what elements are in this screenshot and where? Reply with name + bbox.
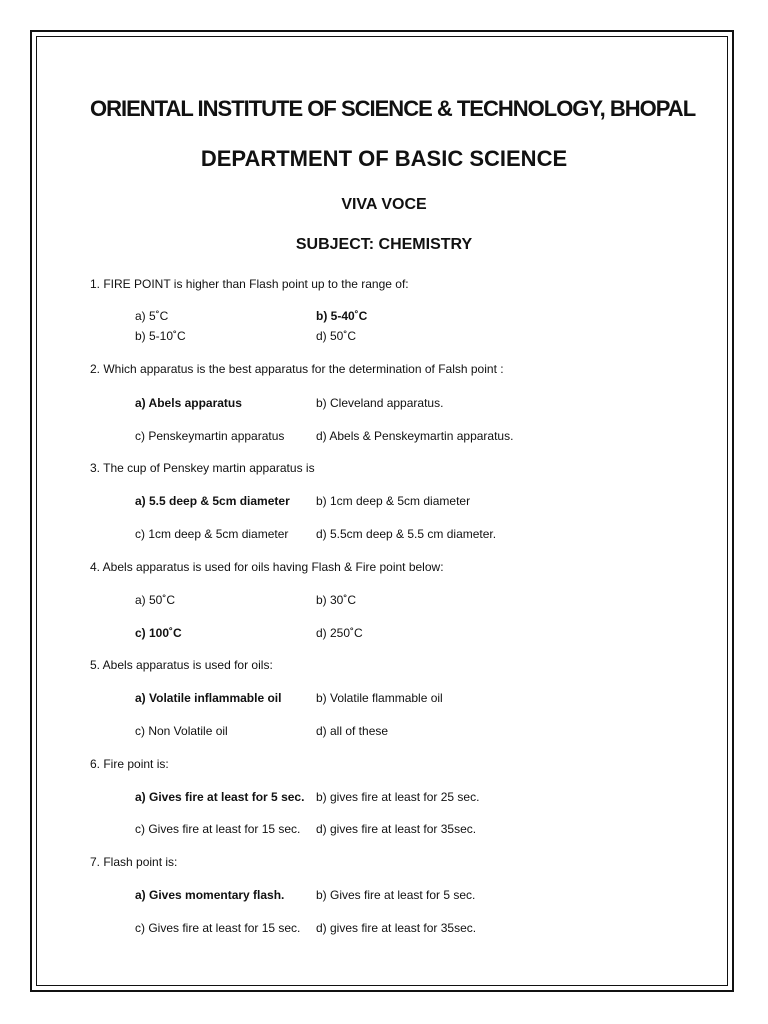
q7-option-b: b) Gives fire at least for 5 sec. bbox=[316, 888, 476, 902]
q2-option-d: d) Abels & Penskeymartin apparatus. bbox=[316, 429, 514, 443]
q6-option-a: a) Gives fire at least for 5 sec. bbox=[135, 790, 305, 804]
q6-option-b: b) gives fire at least for 25 sec. bbox=[316, 790, 480, 804]
q5-option-c: c) Non Volatile oil bbox=[135, 724, 228, 738]
q7-option-c: c) Gives fire at least for 15 sec. bbox=[135, 921, 301, 935]
q1-option-c: b) 5-10˚C bbox=[135, 329, 186, 343]
q5-option-b: b) Volatile flammable oil bbox=[316, 691, 443, 705]
q2-option-c: c) Penskeymartin apparatus bbox=[135, 429, 285, 443]
q7-option-a: a) Gives momentary flash. bbox=[135, 888, 285, 902]
question-2: 2. Which apparatus is the best apparatus for the determination of Falsh point : bbox=[90, 362, 504, 376]
q5-option-a: a) Volatile inflammable oil bbox=[135, 691, 282, 705]
q7-option-d: d) gives fire at least for 35sec. bbox=[316, 921, 477, 935]
q4-option-c: c) 100˚C bbox=[135, 626, 182, 640]
q3-option-d: d) 5.5cm deep & 5.5 cm diameter. bbox=[316, 527, 497, 541]
question-7: 7. Flash point is: bbox=[90, 855, 178, 869]
q3-option-c: c) 1cm deep & 5cm diameter bbox=[135, 527, 289, 541]
question-4: 4. Abels apparatus is used for oils having Flash & Fire point below: bbox=[90, 560, 444, 574]
q1-option-b: b) 5-40˚C bbox=[316, 309, 368, 323]
q2-option-a: a) Abels apparatus bbox=[135, 396, 242, 410]
institute-title: ORIENTAL INSTITUTE OF SCIENCE & TECHNOLOGY, BHOPAL bbox=[90, 96, 696, 121]
q4-option-d: d) 250˚C bbox=[316, 626, 363, 640]
q1-option-d: d) 50˚C bbox=[316, 329, 357, 343]
q4-option-b: b) 30˚C bbox=[316, 593, 357, 607]
exam-title: VIVA VOCE bbox=[341, 196, 427, 213]
q5-option-d: d) all of these bbox=[316, 724, 389, 738]
q6-option-d: d) gives fire at least for 35sec. bbox=[316, 822, 477, 836]
page-border-inner bbox=[36, 36, 728, 986]
q4-option-a: a) 50˚C bbox=[135, 593, 176, 607]
question-5: 5. Abels apparatus is used for oils: bbox=[90, 658, 273, 672]
question-6: 6. Fire point is: bbox=[90, 757, 169, 771]
q3-option-a: a) 5.5 deep & 5cm diameter bbox=[135, 494, 290, 508]
q6-option-c: c) Gives fire at least for 15 sec. bbox=[135, 822, 301, 836]
q3-option-b: b) 1cm deep & 5cm diameter bbox=[316, 494, 471, 508]
q1-option-a: a) 5˚C bbox=[135, 309, 169, 323]
question-3: 3. The cup of Penskey martin apparatus is bbox=[90, 461, 315, 475]
question-1: 1. FIRE POINT is higher than Flash point up to the range of: bbox=[90, 277, 409, 291]
department-title: DEPARTMENT OF BASIC SCIENCE bbox=[200, 146, 568, 171]
q2-option-b: b) Cleveland apparatus. bbox=[316, 396, 444, 410]
subject-title: SUBJECT: CHEMISTRY bbox=[295, 236, 473, 253]
